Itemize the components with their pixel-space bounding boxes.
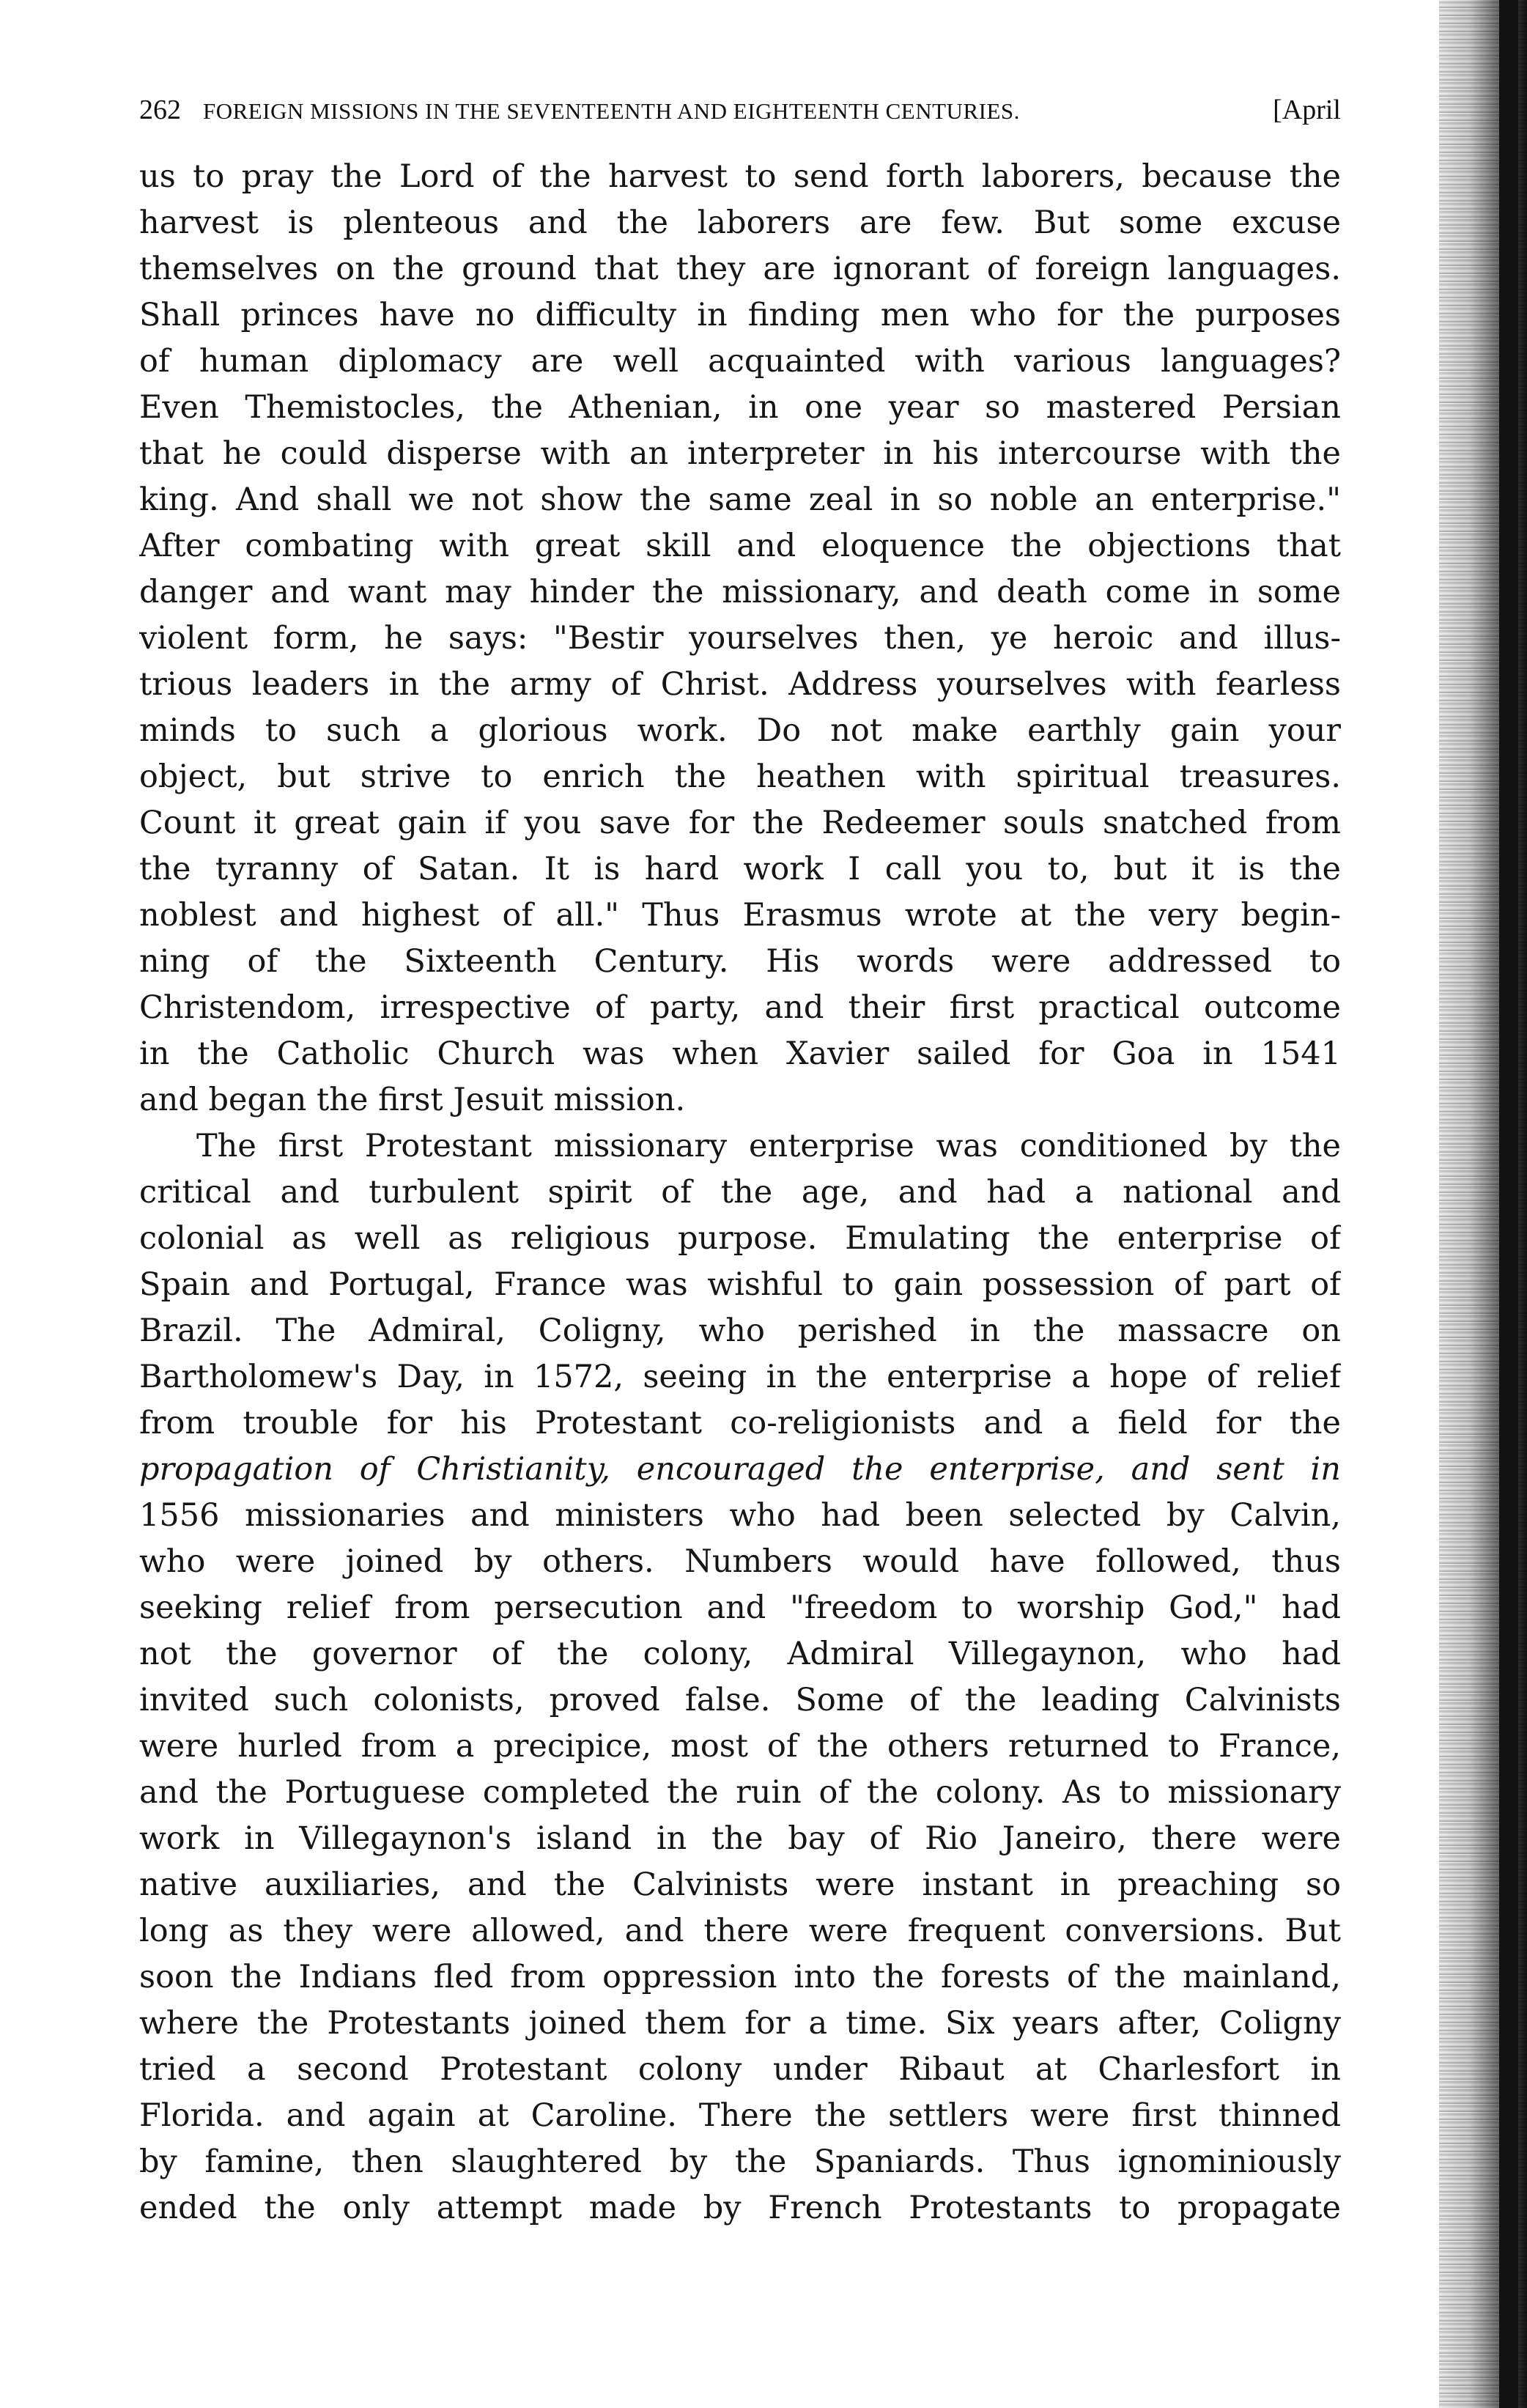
text-line: object, but strive to enrich the heathen with spiritual treasures.: [139, 758, 1341, 795]
page-number: 262: [139, 95, 181, 125]
text-line: propagation of Christianity, encouraged the enterprise, and sent in: [139, 1451, 1341, 1488]
text-line: in the Catholic Church was when Xavier sailed for Goa in 1541: [139, 1035, 1341, 1072]
running-title: FOREIGN MISSIONS IN THE SEVENTEENTH AND EIGHTEENTH CENTURIES.: [203, 98, 1020, 124]
text-line: by famine, then slaughtered by the Spaniards. Thus ignominiously: [139, 2143, 1341, 2180]
text-line: Bartholomew's Day, in 1572, seeing in the enterprise a hope of relief: [139, 1359, 1341, 1395]
text-line: Christendom, irrespective of party, and their first practical outcome: [139, 989, 1341, 1026]
text-line: work in Villegaynon's island in the bay of Rio Janeiro, there were: [139, 1820, 1341, 1857]
text-line: that he could disperse with an interpreter in his intercourse with the: [139, 435, 1341, 472]
text-line: who were joined by others. Numbers would have followed, thus: [139, 1543, 1341, 1580]
text-line: seeking relief from persecution and "freedom to worship God," had: [139, 1589, 1341, 1626]
text-line: Count it great gain if you save for the Redeemer souls snatched from: [139, 805, 1341, 841]
text-line: Brazil. The Admiral, Coligny, who perished in the massacre on: [139, 1312, 1341, 1349]
text-line: themselves on the ground that they are ignorant of foreign languages.: [139, 251, 1341, 287]
text-line: soon the Indians fled from oppression into the forests of the mainland,: [139, 1959, 1341, 1995]
text-line: noblest and highest of all." Thus Erasmus wrote at the very begin-: [139, 897, 1341, 934]
text-line: long as they were allowed, and there were frequent conversions. But: [139, 1913, 1341, 1949]
text-line: tried a second Protestant colony under Ribaut at Charlesfort in: [139, 2051, 1341, 2088]
text-line: were hurled from a precipice, most of the others returned to France,: [139, 1728, 1341, 1765]
text-line: king. And shall we not show the same zeal in so noble an enterprise.": [139, 481, 1341, 518]
text-line: harvest is plenteous and the laborers are few. But some excuse: [139, 204, 1341, 241]
text-line: trious leaders in the army of Christ. Address yourselves with fearless: [139, 666, 1341, 703]
text-line: native auxiliaries, and the Calvinists were instant in preaching so: [139, 1866, 1341, 1903]
text-line: not the governor of the colony, Admiral Villegaynon, who had: [139, 1636, 1341, 1672]
text-line: critical and turbulent spirit of the age, and had a national and: [139, 1174, 1341, 1211]
text-line: minds to such a glorious work. Do not make earthly gain your: [139, 712, 1341, 749]
text-line: colonial as well as religious purpose. Emulating the enterprise of: [139, 1220, 1341, 1257]
text-line: violent form, he says: "Bestir yourselves then, ye heroic and illus-: [139, 620, 1341, 657]
text-line: Even Themistocles, the Athenian, in one year so mastered Persian: [139, 389, 1341, 426]
text-line: danger and want may hinder the missionary, and death come in some: [139, 574, 1341, 610]
text-line: invited such colonists, proved false. Some of the leading Calvinists: [139, 1682, 1341, 1718]
issue-date: [April: [1273, 95, 1341, 125]
text-line: of human diplomacy are well acquainted with various languages?: [139, 343, 1341, 380]
binding-edge: [1499, 0, 1518, 2408]
text-line: us to pray the Lord of the harvest to send forth laborers, because the: [139, 158, 1341, 195]
text-line: After combating with great skill and eloquence the objections that: [139, 528, 1341, 564]
text-line: the tyranny of Satan. It is hard work I call you to, but it is the: [139, 851, 1341, 887]
text-line: and the Portuguese completed the ruin of the colony. As to missionary: [139, 1774, 1341, 1811]
text-line: and began the first Jesuit mission.: [139, 1082, 686, 1118]
text-line: ning of the Sixteenth Century. His words were addressed to: [139, 943, 1341, 980]
text-line: Spain and Portugal, France was wishful to gain possession of part of: [139, 1266, 1341, 1303]
text-line: ended the only attempt made by French Protestants to propagate: [139, 2190, 1341, 2226]
text-line: where the Protestants joined them for a time. Six years after, Coligny: [139, 2005, 1341, 2042]
text-line: Florida. and again at Caroline. There the settlers were first thinned: [139, 2097, 1341, 2134]
text-line: from trouble for his Protestant co-religionists and a field for the: [139, 1405, 1341, 1441]
running-head: [139, 94, 1341, 138]
text-line: Shall princes have no difficulty in finding men who for the purposes: [139, 297, 1341, 333]
text-line: 1556 missionaries and ministers who had been selected by Calvin,: [139, 1497, 1341, 1534]
body-text: [139, 154, 1341, 2231]
text-line: The first Protestant missionary enterprise was conditioned by the: [196, 1128, 1341, 1164]
